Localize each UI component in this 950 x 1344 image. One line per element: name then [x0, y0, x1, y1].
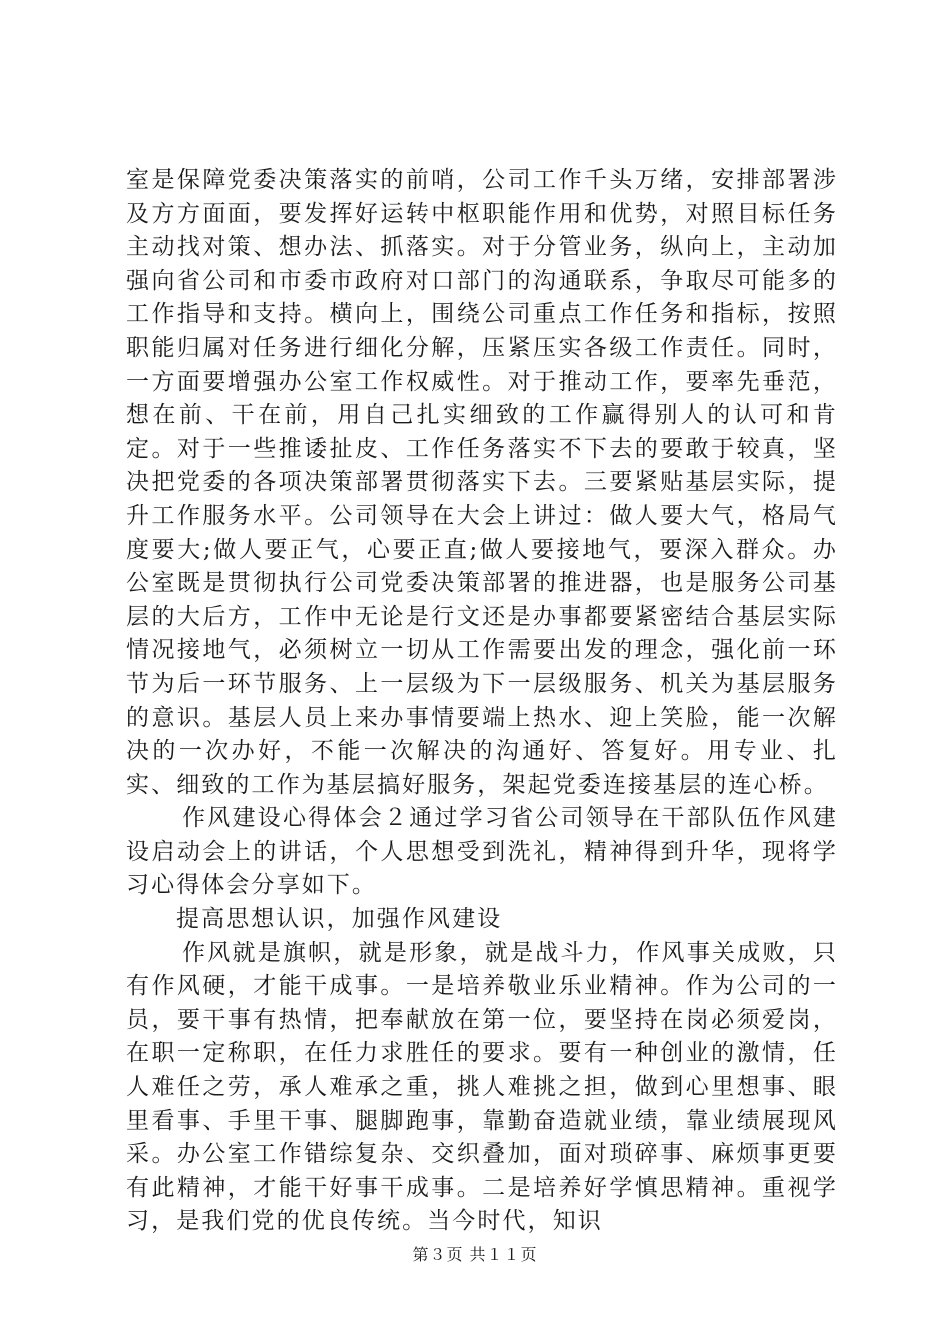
document-body: [126, 164, 838, 1239]
page-number-footer: 第３页 共１１页: [412, 1245, 538, 1264]
section-heading: 提高思想认识，加强作风建设: [176, 906, 503, 933]
paragraph-body: 作风就是旗帜，就是形象，就是战斗力，作风事关成败，只有作风硬，才能干成事。一是培养敬业乐业精神。作为公司的一员，要干事有热情，把奉献放在第一位，要坚持在岗必须爱岗，在职一定称职，在任力求胜任的要求。要有一种创业的激情，任人难任之劳，承人难承之重，挑人难挑之担，做到心里想事、眼里看事、手里干事、腿脚跑事，靠勤奋造就业绩，靠业绩展现风采。办公室工作错综复杂、交织叠加，面对琐碎事、麻烦事更要有此精神，才能干好事干成事。二是培养好学慎思精神。重视学习，是我们党的优良传统。当今时代，知识: [126, 939, 838, 1235]
paragraph-continuation: 室是保障党委决策落实的前哨，公司工作千头万绪，安排部署涉及方方面面，要发挥好运转中枢职能作用和优势，对照目标任务主动找对策、想办法、抓落实。对于分管业务，纵向上，主动加强向省公司和市委市政府对口部门的沟通联系，争取尽可能多的工作指导和支持。横向上，围绕公司重点工作任务和指标，按照职能归属对任务进行细化分解，压紧压实各级工作责任。同时，一方面要增强办公室工作权威性。对于推动工作，要率先垂范，想在前、干在前，用自己扎实细致的工作赢得别人的认可和肯定。对于一些推诿扯皮、工作任务落实不下去的要敢于较真，坚决把党委的各项决策部署贯彻落实下去。三要紧贴基层实际，提升工作服务水平。公司领导在大会上讲过：做人要大气，格局气度要大;做人要正气，心要正直;做人要接地气，要深入群众。办公室既是贯彻执行公司党委决策部署的推进器，也是服务公司基层的大后方，工作中无论是行文还是办事都要紧密结合基层实际情况接地气，必须树立一切从工作需要出发的理念，强化前一环节为后一环节服务、上一层级为下一层级服务、机关为基层服务的意识。基层人员上来办事情要端上热水、迎上笑脸，能一次解决的一次办好，不能一次解决的沟通好、答复好。用专业、扎实、细致的工作为基层搞好服务，架起党委连接基层的连心桥。: [126, 167, 838, 798]
paragraph-intro: 作风建设心得体会２通过学习省公司领导在干部队伍作风建设启动会上的讲话，个人思想受到洗礼，精神得到升华，现将学习心得体会分享如下。: [126, 805, 838, 899]
